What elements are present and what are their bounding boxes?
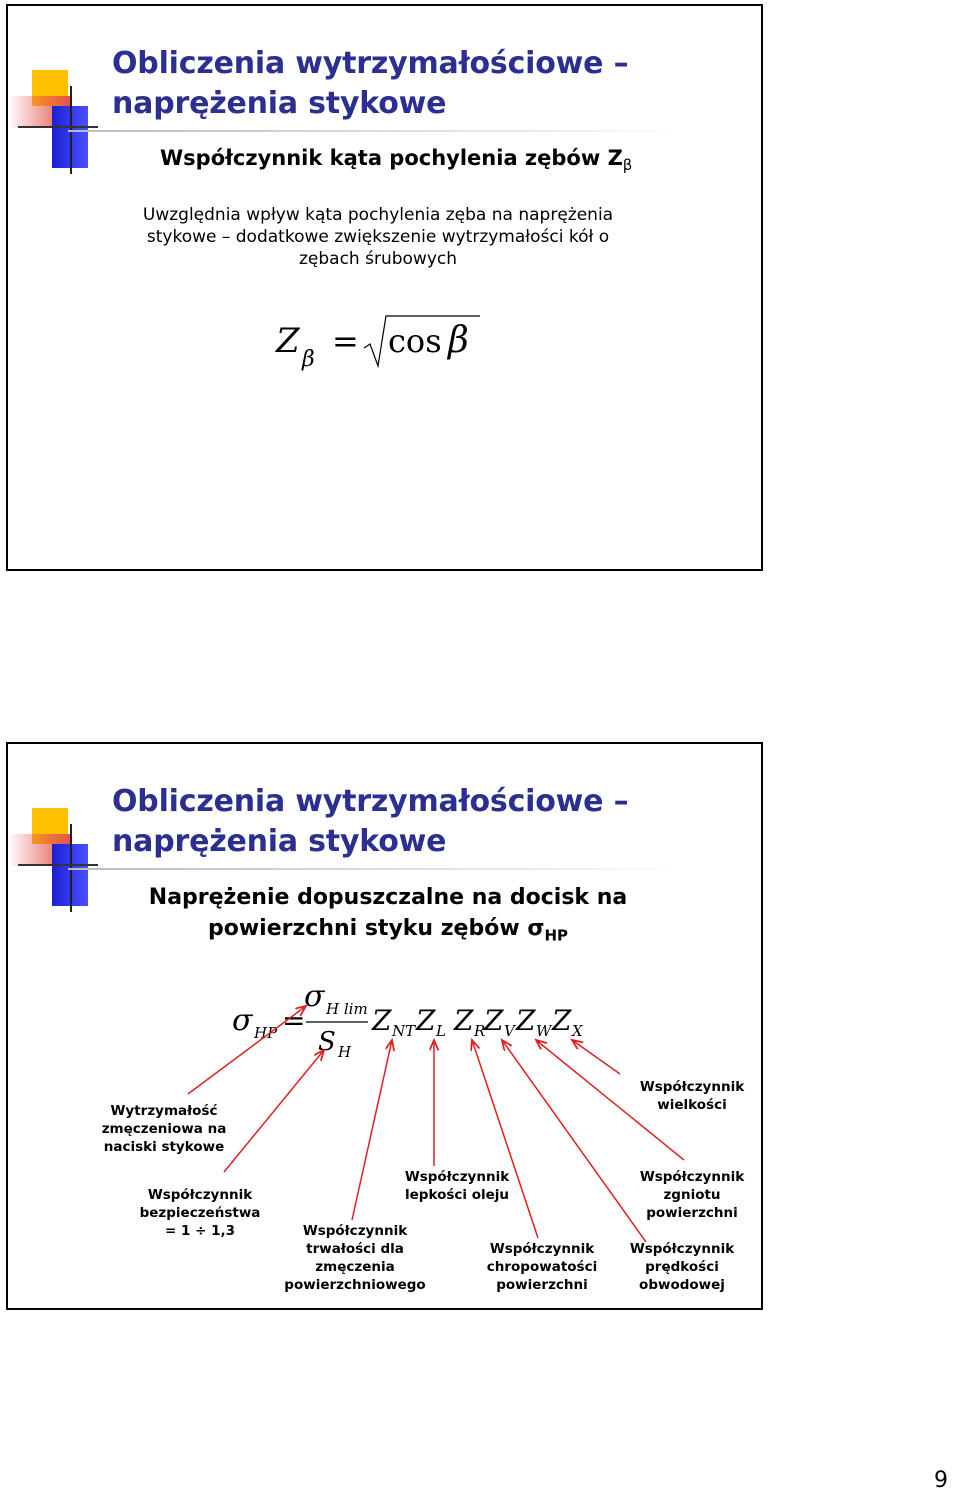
label-durability-factor: Współczynnik trwałości dla zmęczenia powierzchniowego [284,1223,426,1293]
label-speed-factor: Współczynnik prędkości obwodowej [629,1241,735,1293]
label-fatigue-strength: Wytrzymałość zmęczeniowa na naciski stykowe [101,1103,227,1155]
svg-text:Z: Z [552,1004,572,1037]
svg-text:Z: Z [372,1004,392,1037]
page-number: 9 [934,1468,948,1493]
svg-text:σ: σ [232,1003,253,1038]
arrow-durability [352,1040,392,1220]
slide-body-text: Uwzględnia wpływ kąta pochylenia zęba na naprężenia stykowe – dodatkowe zwiększenie wytrzymałości kół o zębach śrubowych [142,205,614,269]
slide-subtitle: Naprężenie dopuszczalne na docisk na powierzchni styku zębów $\sigma_{HP}$ [148,885,628,945]
svg-text:β: β [302,347,315,372]
arrow-size [572,1040,620,1074]
svg-text:cos: cos [388,322,442,360]
svg-text:Z: Z [484,1004,504,1037]
svg-text:Z: Z [516,1004,536,1037]
slide-1 [6,4,763,571]
svg-text:σ: σ [304,979,325,1014]
svg-text:R: R [474,1022,486,1040]
label-roughness-factor: Współczynnik chropowatości powierzchni [486,1241,598,1293]
svg-text:HP: HP [254,1024,278,1042]
label-hardening-factor: Współczynnik zgniotu powierzchni [639,1169,745,1221]
slide-title: Obliczenia wytrzymałościowe – naprężenia stykowe [112,46,629,121]
svg-text:L: L [436,1022,446,1040]
svg-text:H: H [338,1043,352,1061]
title-underline [68,130,688,132]
label-viscosity-factor: Współczynnik lepkości oleju [404,1169,510,1203]
arrow-safety [224,1050,324,1172]
svg-text:V: V [504,1022,515,1040]
slide-subtitle: Współczynnik kąta pochylenia zębów $Z_\beta$ [160,146,633,175]
slide-decoration [8,6,108,146]
svg-text:β: β [448,320,469,361]
slide-2 [6,742,763,1310]
label-size-factor: Współczynnik wielkości [639,1079,745,1113]
svg-text:Z: Z [454,1004,474,1037]
svg-text:W: W [536,1022,552,1040]
svg-text:H lim: H lim [326,1000,368,1018]
svg-text:Z: Z [276,321,300,361]
label-safety-factor: Współczynnik bezpieczeństwa = 1 ÷ 1,3 [139,1187,261,1239]
z-beta-formula [268,306,508,386]
arrow-roughness [472,1040,538,1238]
svg-text:Z: Z [416,1004,436,1037]
slide-title: Obliczenia wytrzymałościowe – naprężenia stykowe [112,784,629,859]
svg-text:=: = [332,322,359,360]
svg-text:S: S [318,1027,336,1057]
svg-text:NT: NT [392,1022,416,1040]
svg-text:=: = [282,1004,306,1037]
svg-text:X: X [572,1022,583,1040]
